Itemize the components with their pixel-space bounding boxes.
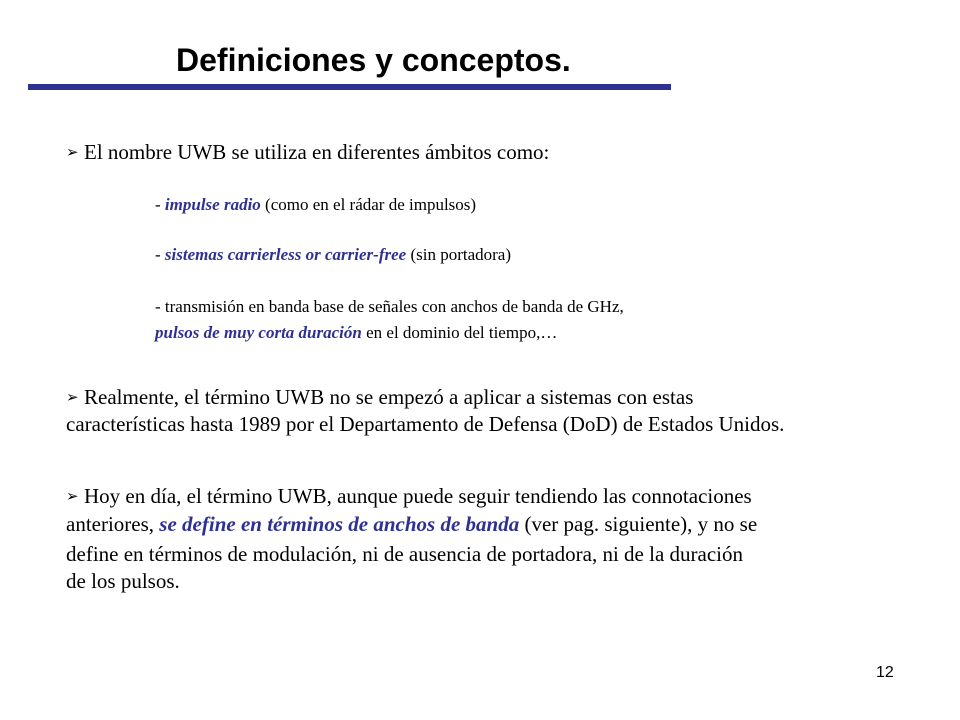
bullet-text: anteriores, [66,512,160,536]
sub-item-text: (sin portadora) [406,245,512,264]
highlight-term: se define en términos de anchos de banda [159,512,520,536]
bullet-text: Realmente, el término UWB no se empezó a aplicar a sistemas con estas [84,385,694,409]
sub-item-prefix: - [155,245,165,264]
page-number: 12 [876,664,894,681]
slide-title: Definiciones y conceptos. [176,42,571,78]
sub-item-baseband-line2 [155,322,557,344]
bullet-today-line3: define en términos de modulación, ni de ausencia de portadora, ni de la duración [66,542,744,566]
sub-item-text: (como en el rádar de impulsos) [260,195,477,214]
bullet-today-line1 [66,483,752,509]
sub-item-prefix: - [155,195,165,214]
highlight-term: pulsos de muy corta duración [155,323,362,342]
sub-item-baseband-line1: - transmisión en banda base de señales con anchos de banda de GHz, [155,297,624,316]
arrow-bullet-icon: ➢ [66,388,79,406]
highlight-term: impulse radio [164,195,261,214]
bullet-text: El nombre UWB se utiliza en diferentes ámbitos como: [84,140,550,164]
sub-item-text: en el dominio del tiempo,… [361,323,558,342]
bullet-text: (ver pag. siguiente), y no se [519,512,758,536]
sub-item-impulse-radio [155,194,476,216]
arrow-bullet-icon: ➢ [66,143,79,161]
arrow-bullet-icon: ➢ [66,487,79,505]
bullet-uwb-name [66,139,549,165]
bullet-dod-line2: características hasta 1989 por el Departamento de Defensa (DoD) de Estados Unidos. [66,412,785,436]
bullet-dod-line1 [66,384,693,410]
bullet-text: Hoy en día, el término UWB, aunque puede seguir tendiendo las connotaciones [84,484,752,508]
sub-item-carrierless [155,244,511,266]
highlight-term: sistemas carrierless or carrier-free [164,245,407,264]
bullet-today-line2 [66,511,757,537]
title-underline [28,84,671,90]
bullet-today-line4: de los pulsos. [66,569,180,593]
